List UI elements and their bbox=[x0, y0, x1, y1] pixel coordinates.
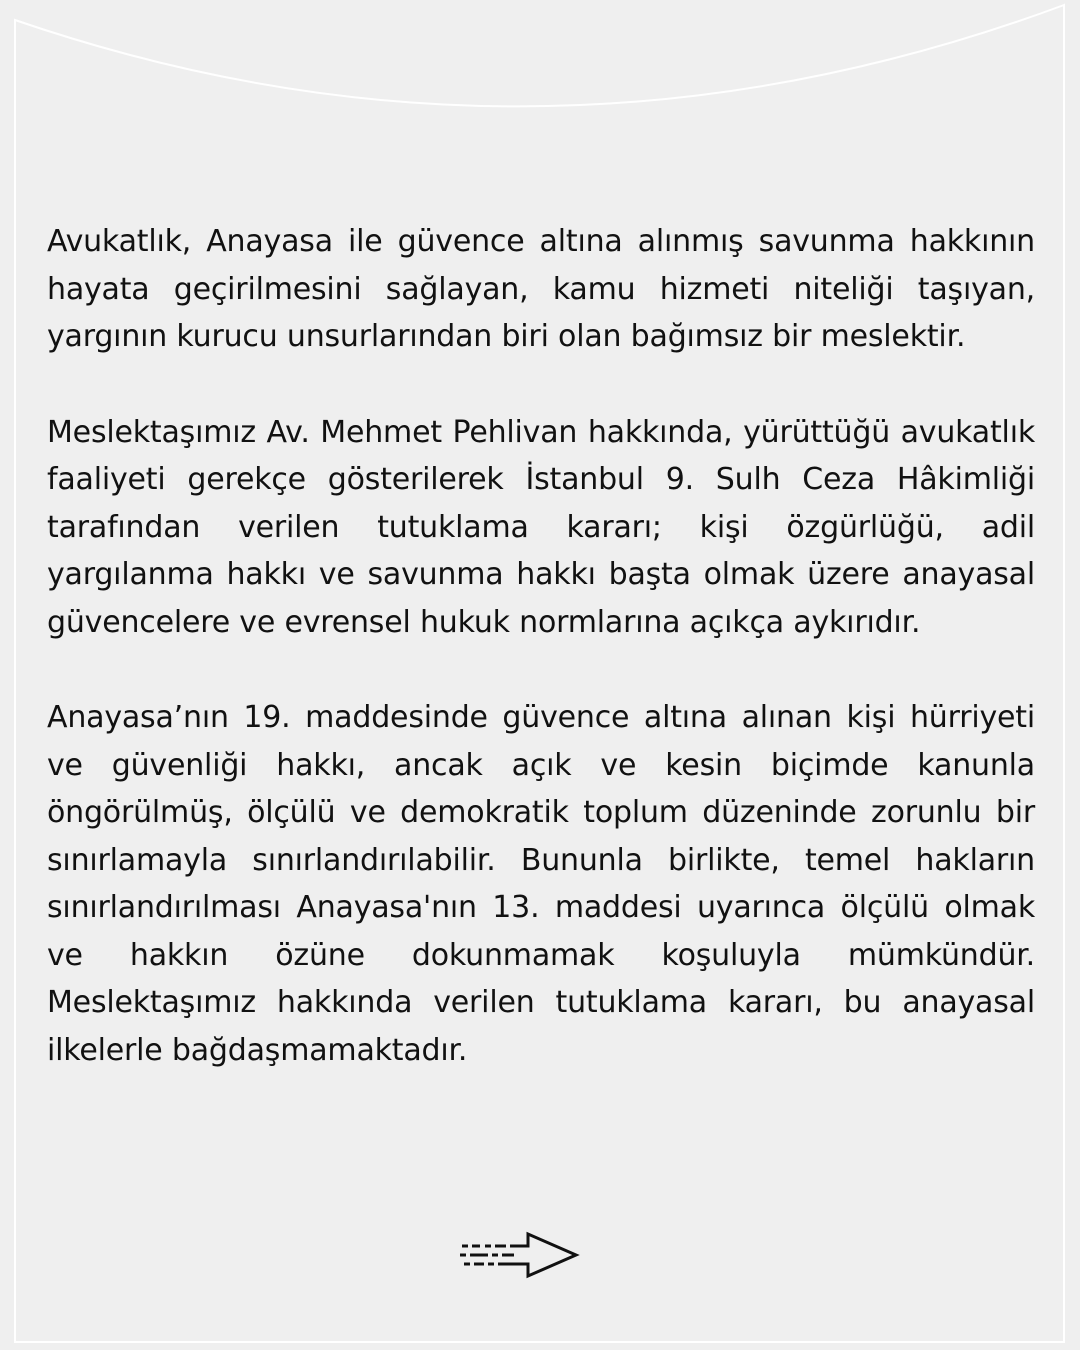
document-body bbox=[47, 218, 1035, 1074]
next-page-button[interactable] bbox=[458, 1226, 582, 1284]
paragraph-3: Anayasa’nın 19. maddesinde güvence altına alınan kişi hürriyeti ve güvenliği hakkı, ancak açık ve kesin biçimde kanunla öngörülmüş, ölçülü ve demokratik toplum düzeninde zorunlu bir sınırlamayla sınırlandırılabilir. Bununla birlikte, temel hakların sınırlandırılması Anayasa'nın 13. maddesi uyarınca ölçülü olmak ve hakkın özüne dokunmamak koşuluyla mümkündür. Meslektaşımız hakkında verilen tutuklama kararı, bu anayasal ilkelerle bağdaşmamaktadır. bbox=[47, 700, 1035, 1068]
paragraph-2: Meslektaşımız Av. Mehmet Pehlivan hakkında, yürüttüğü avukatlık faaliyeti gerekçe gösterilerek İstanbul 9. Sulh Ceza Hâkimliği tarafından verilen tutuklama kararı; kişi özgürlüğü, adil yargılanma hakkı ve savunma hakkı başta olmak üzere anayasal güvencelere ve evrensel hukuk normlarına açıkça aykırıdır. bbox=[47, 414, 1035, 640]
arrow-right-icon bbox=[458, 1226, 582, 1284]
paragraph-1: Avukatlık, Anayasa ile güvence altına alınmış savunma hakkının hayata geçirilmesini sağlayan, kamu hizmeti niteliği taşıyan, yargının kurucu unsurlarından biri olan bağımsız bir meslektir. bbox=[47, 224, 1035, 354]
